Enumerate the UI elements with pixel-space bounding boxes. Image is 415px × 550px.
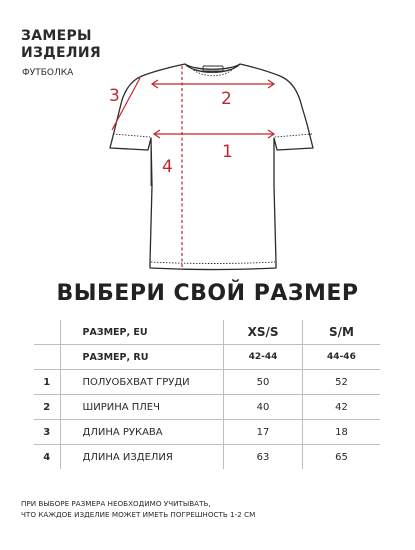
size-table (34, 320, 380, 469)
row-value: 42 (302, 395, 380, 420)
measure-label-2: 2 (221, 89, 232, 109)
row-value: 63 (224, 445, 303, 470)
row-value: 18 (302, 420, 380, 445)
note-line-2: ЧТО КАЖДОЕ ИЗДЕЛИЕ МОЖЕТ ИМЕТЬ ПОГРЕШНОСТЬ 1-2 СМ (21, 510, 256, 519)
row-index: 3 (34, 420, 60, 445)
row-name: ШИРИНА ПЛЕЧ (60, 395, 224, 420)
measure-label-4: 4 (162, 157, 173, 177)
note-line-1: ПРИ ВЫБОРЕ РАЗМЕРА НЕОБХОДИМО УЧИТЫВАТЬ, (21, 499, 211, 508)
row-index: 1 (34, 370, 60, 395)
row-name: ПОЛУОБХВАТ ГРУДИ (60, 370, 224, 395)
header-row-ru (34, 345, 380, 370)
table-row (34, 395, 380, 420)
row-index: 4 (34, 445, 60, 470)
row-value: 40 (224, 395, 303, 420)
section-heading: ВЫБЕРИ СВОЙ РАЗМЕР (56, 281, 359, 306)
index-cell (34, 345, 60, 370)
product-type: ФУТБОЛКА (22, 68, 74, 78)
size-ru-1: 42-44 (224, 345, 303, 370)
index-cell (34, 320, 60, 345)
size-ru-2: 44-46 (302, 345, 380, 370)
title-line-1: ЗАМЕРЫ (21, 28, 92, 44)
tshirt-outline (110, 64, 313, 270)
header-eu-label: РАЗМЕР, EU (60, 320, 224, 345)
row-value: 65 (302, 445, 380, 470)
header-ru-label: РАЗМЕР, RU (60, 345, 224, 370)
row-value: 50 (224, 370, 303, 395)
measure-label-3: 3 (109, 86, 120, 106)
row-name: ДЛИНА ИЗДЕЛИЯ (60, 445, 224, 470)
size-note (21, 498, 255, 520)
size-eu-2: S/M (302, 320, 380, 345)
row-name: ДЛИНА РУКАВА (60, 420, 224, 445)
row-value: 17 (224, 420, 303, 445)
size-eu-1: XS/S (224, 320, 303, 345)
measurement-lines (112, 66, 274, 268)
measure-label-1: 1 (222, 142, 233, 162)
title-line-2: ИЗДЕЛИЯ (21, 45, 101, 61)
row-value: 52 (302, 370, 380, 395)
row-index: 2 (34, 395, 60, 420)
table-row (34, 445, 380, 470)
table-row (34, 420, 380, 445)
header-row-eu (34, 320, 380, 345)
table-row (34, 370, 380, 395)
